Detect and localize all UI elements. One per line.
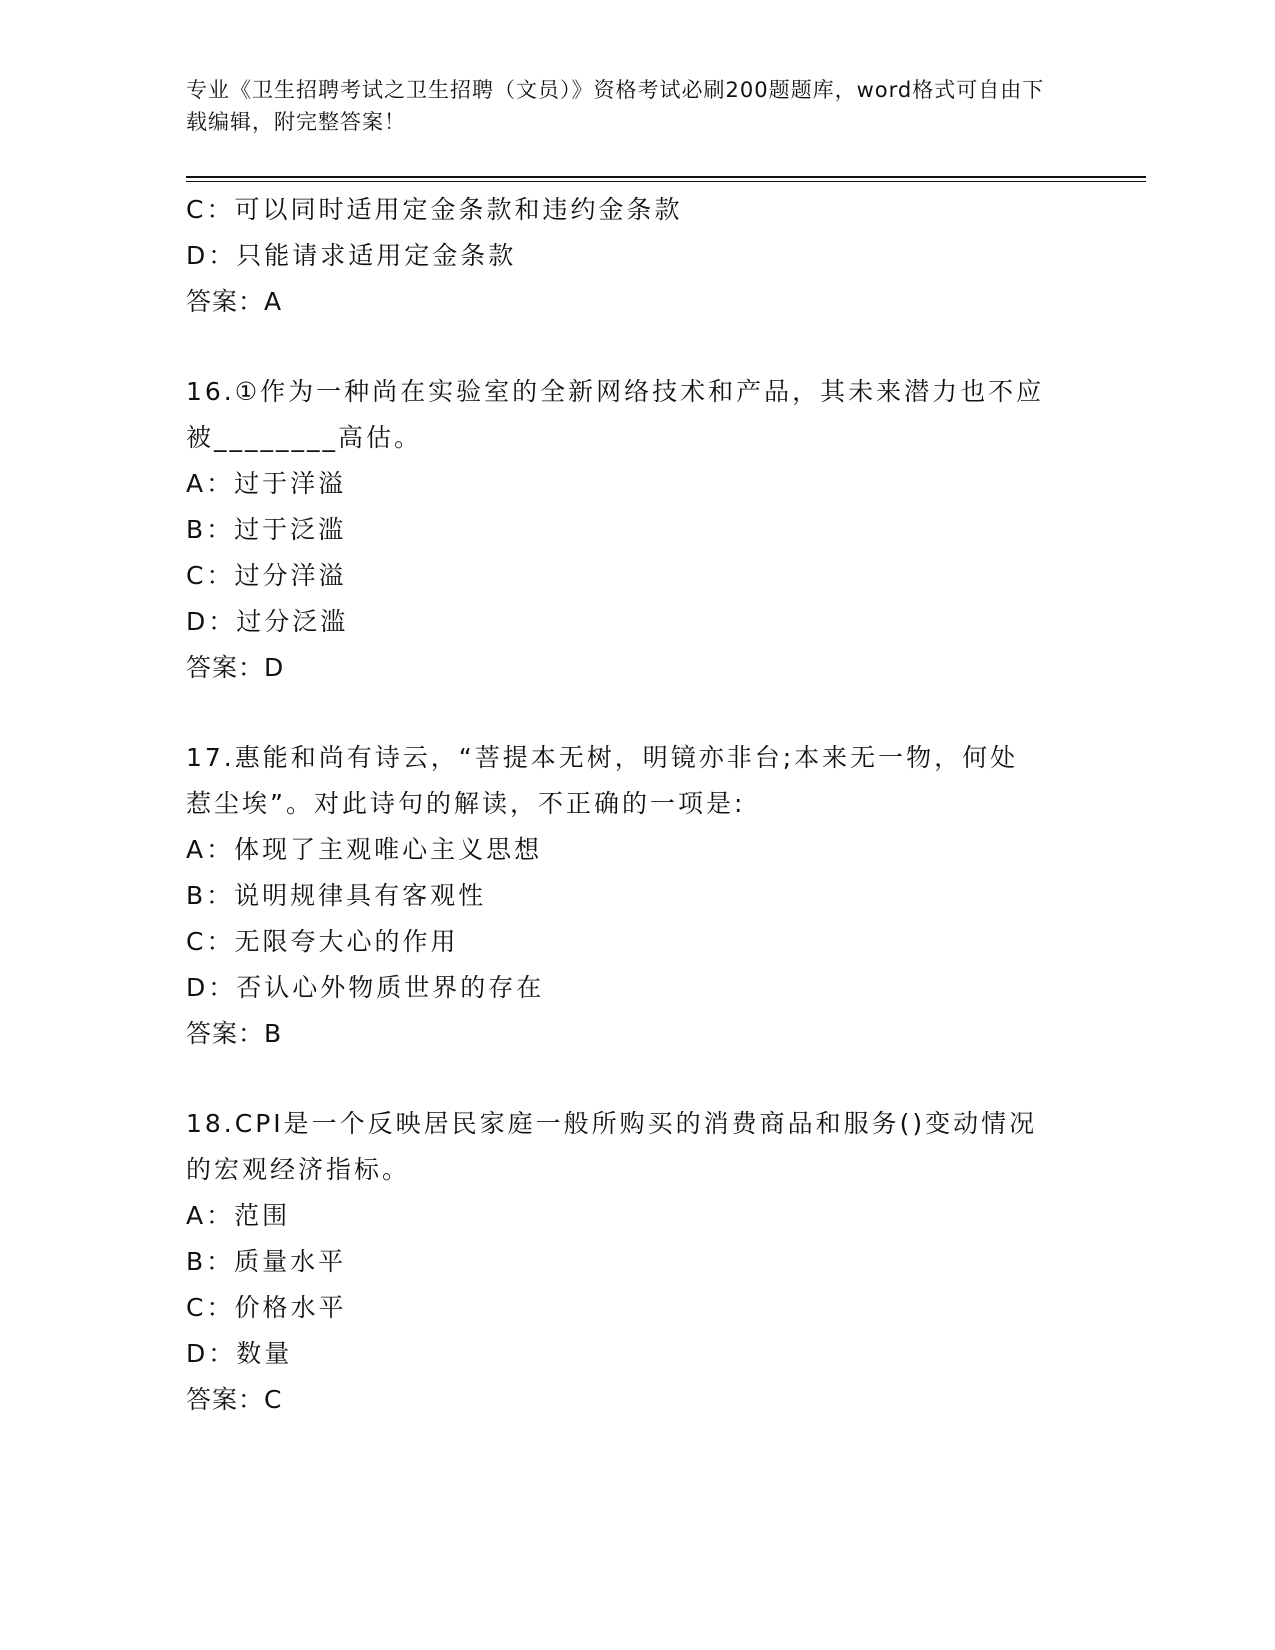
option-a: A：过于洋溢 <box>186 469 347 498</box>
answer-line: 答案：B <box>186 1019 283 1048</box>
header-divider-thin <box>186 181 1146 182</box>
answer-line: 答案：A <box>186 287 283 316</box>
answer-line: 答案：D <box>186 653 285 682</box>
question-17 <box>186 735 1086 1057</box>
question-stem-line: 的宏观经济指标。 <box>186 1155 411 1184</box>
header-text: 专业《卫生招聘考试之卫生招聘（文员）》资格考试必刷200题题库，word格式可自由下载编辑，附完整答案！ <box>186 78 1045 134</box>
option-d: D：数量 <box>186 1339 293 1368</box>
option-d: D：只能请求适用定金条款 <box>186 241 517 270</box>
question-stem-line: 惹尘埃”。对此诗句的解读，不正确的一项是: <box>186 789 746 818</box>
option-a: A：体现了主观唯心主义思想 <box>186 835 543 864</box>
option-c: C：可以同时适用定金条款和违约金条款 <box>186 195 683 224</box>
option-b: B：质量水平 <box>186 1247 347 1276</box>
option-c: C：价格水平 <box>186 1293 347 1322</box>
option-c: C：无限夸大心的作用 <box>186 927 459 956</box>
question-stem-line: 16.①作为一种尚在实验室的全新网络技术和产品，其未来潜力也不应 <box>186 377 1045 406</box>
option-a: A：范围 <box>186 1201 291 1230</box>
previous-question-tail <box>186 187 1086 325</box>
option-b: B：过于泛滥 <box>186 515 347 544</box>
question-18 <box>186 1101 1086 1423</box>
option-d: D：过分泛滥 <box>186 607 349 636</box>
answer-line: 答案：C <box>186 1385 283 1414</box>
question-stem-line: 17.惠能和尚有诗云，“菩提本无树，明镜亦非台;本来无一物，何处 <box>186 743 1019 772</box>
option-b: B：说明规律具有客观性 <box>186 881 487 910</box>
document-header <box>186 74 1066 138</box>
question-16 <box>186 369 1086 691</box>
question-stem-line: 18.CPI是一个反映居民家庭一般所购买的消费商品和服务()变动情况 <box>186 1109 1038 1138</box>
option-c: C：过分洋溢 <box>186 561 347 590</box>
header-divider-thick <box>186 176 1146 178</box>
question-stem-line: 被________高估。 <box>186 423 423 452</box>
question-content <box>186 187 1086 1423</box>
option-d: D：否认心外物质世界的存在 <box>186 973 545 1002</box>
